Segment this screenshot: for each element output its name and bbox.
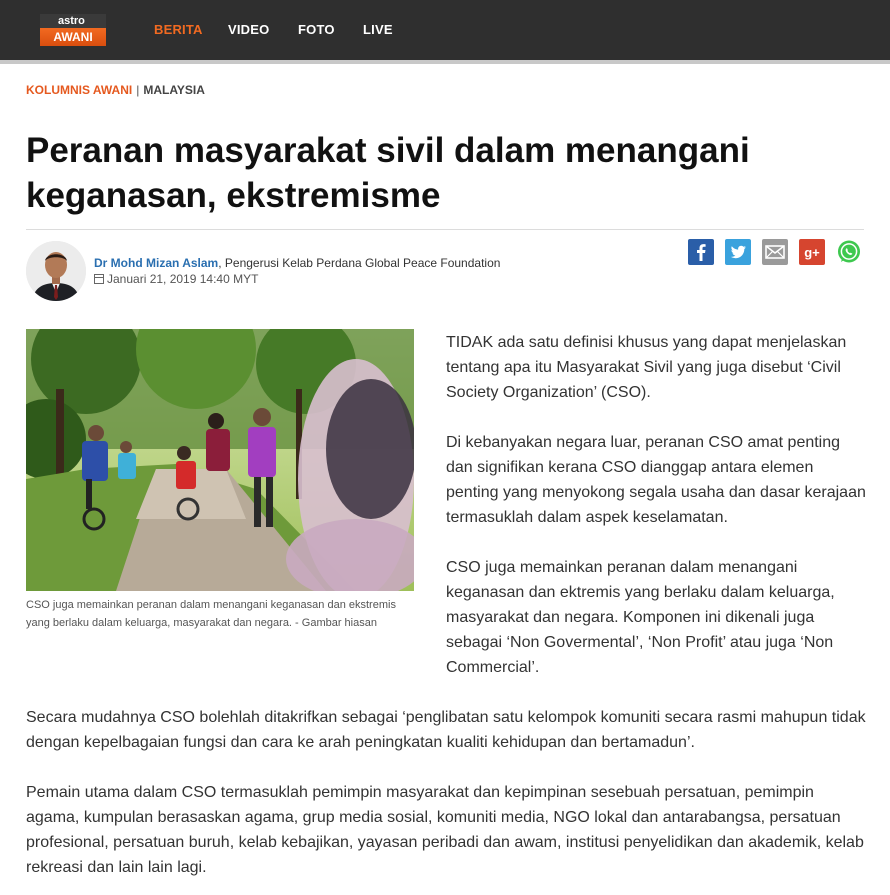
article-paragraph: Pemain utama dalam CSO termasuklah pemimpin masyarakat dan kepimpinan sesebuah persatuan, pemimpin agama, kumpulan berasaskan agama, grup media sosial, komuniti media, NGO lokal dan antarabangsa, persatuan profesional, persatuan buruh, kelab kebajikan, yayasan peribadi dan awam, institusi penyelidikan dan akademik, kelab rekreasi dan lain lain lagi. — [26, 784, 864, 876]
googleplus-icon[interactable] — [799, 239, 825, 265]
calendar-icon — [94, 274, 104, 284]
author-byline — [94, 256, 500, 270]
article-paragraph: Di kebanyakan negara luar, peranan CSO amat penting dan signifikan kerana CSO dianggap antara elemen penting yang menyokong segala usaha dan dasar kerajaan termasuklah dalam aspek keselamatan. — [446, 434, 866, 526]
nav-item-berita[interactable]: BERITA — [154, 22, 203, 37]
breadcrumb — [26, 83, 205, 97]
top-navbar — [0, 0, 890, 60]
navbar-divider — [0, 60, 890, 64]
category-link-kolumnis[interactable]: KOLUMNIS AWANI — [26, 83, 133, 97]
nav-item-live[interactable]: LIVE — [363, 22, 393, 37]
article-paragraph: CSO juga memainkan peranan dalam menangani keganasan dan ektremis yang berlaku dalam keluarga, masyarakat dan negara. Komponen ini dikenali juga sebagai ‘Non Govermental’, ‘Non Profit’ atau juga ‘Non Commercial’. — [446, 559, 835, 676]
logo-bottom-text: AWANI — [40, 28, 106, 46]
publish-date-text: Januari 21, 2019 14:40 MYT — [107, 272, 259, 286]
article-paragraph: TIDAK ada satu definisi khusus yang dapat menjelaskan tentang apa itu Masyarakat Sivil yang juga disebut ‘Civil Society Organization’ (CSO). — [446, 334, 847, 401]
author-role: , Pengerusi Kelab Perdana Global Peace Foundation — [218, 256, 501, 270]
article-paragraph: Secara mudahnya CSO bolehlah ditakrifkan sebagai ‘penglibatan satu kelompok komuniti secara rasmi mahupun tidak dengan kepelbagaian fungsi dan cara ke arah peningkatan kualiti kehidupan dan bertamadun’. — [26, 709, 866, 751]
astro-awani-logo[interactable] — [40, 14, 106, 46]
avatar — [26, 241, 86, 301]
svg-text:g+: g+ — [804, 245, 820, 260]
photo-caption: CSO juga memainkan peranan dalam menangani keganasan dan ekstremis yang berlaku dalam keluarga, masyarakat dan negara. - Gambar hiasan — [26, 599, 396, 629]
publish-date — [94, 272, 258, 286]
author-name-link[interactable]: Dr Mohd Mizan Aslam — [94, 256, 219, 270]
nav-item-foto[interactable]: FOTO — [298, 22, 335, 37]
title-divider — [26, 229, 864, 230]
facebook-icon[interactable] — [688, 239, 714, 265]
article-photo — [26, 329, 414, 591]
page-title: Peranan masyarakat sivil dalam menangani keganasan, ekstremisme — [26, 131, 750, 215]
logo-top-text: astro — [40, 14, 106, 28]
breadcrumb-separator: | — [136, 83, 140, 97]
twitter-icon[interactable] — [725, 239, 751, 265]
email-icon[interactable] — [762, 239, 788, 265]
whatsapp-icon[interactable] — [836, 239, 862, 265]
category-link-malaysia[interactable]: MALAYSIA — [143, 83, 205, 97]
nav-item-video[interactable]: VIDEO — [228, 22, 270, 37]
